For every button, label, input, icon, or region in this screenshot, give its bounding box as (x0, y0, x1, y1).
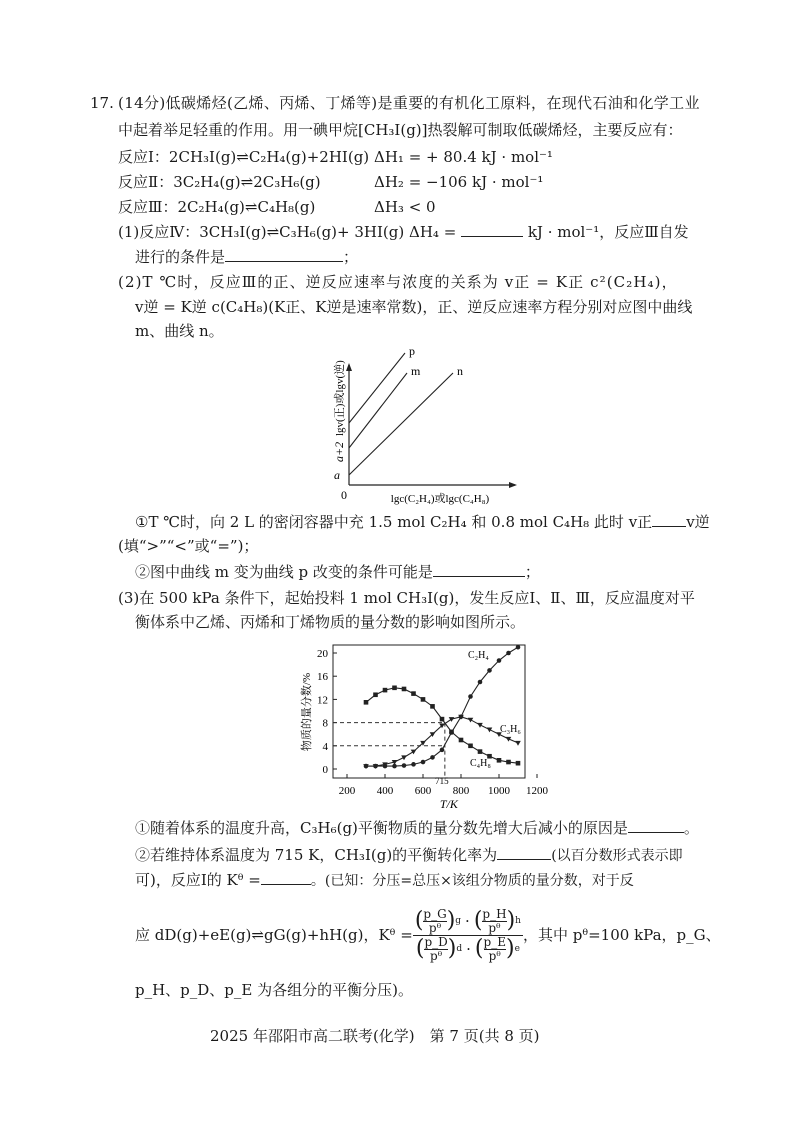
punct: 。 (683, 819, 699, 837)
part-3-line-1: (3)在 500 kPa 条件下，起始投料 1 mol CH₃I(g)，发生反应Ⅰ、Ⅱ、Ⅲ，反应温度对平 (118, 589, 695, 607)
x-tick-label: 800 (452, 785, 470, 797)
plot-frame (333, 645, 525, 778)
data-point-square (506, 760, 511, 765)
exp-d: d (456, 944, 463, 954)
page-footer: 2025 年邵阳市高二联考(化学) 第 7 页(共 8 页) (210, 1027, 540, 1045)
question-number: 17. (90, 94, 114, 112)
formula-pre: 应 dD(g)+eE(g)⇌gG(g)+hH(g)，Kᶿ = (135, 926, 413, 944)
formula-last-line: p_H、p_D、p_E 为各组分的平衡分压)。 (135, 981, 413, 999)
y-axis-label: lgv(正)或lgv(逆) (334, 360, 346, 436)
data-point-circle (402, 763, 407, 768)
p-theta: pᶿ (429, 948, 443, 963)
reaction-1: 反应Ⅰ：2CH₃I(g)⇌C₂H₄(g)+2HI(g) (118, 148, 370, 166)
y-tick-label: 20 (317, 648, 328, 660)
reaction-1-enthalpy: ΔH₁ = + 80.4 kJ · mol⁻¹ (374, 148, 553, 166)
x-tick-label: 600 (414, 785, 432, 797)
part-1-unit: kJ · mol⁻¹，反应Ⅲ自发 (527, 223, 689, 241)
data-point-triangle (411, 750, 417, 755)
part-3-q2-text: ②若维持体系温度为 715 K，CH₃I(g)的平衡转化率为 (135, 846, 498, 864)
annotation-715: 715 (435, 776, 449, 786)
curve-label-n: n (457, 364, 463, 378)
part-3-q1 (135, 818, 699, 838)
mole-fraction-chart (290, 640, 550, 815)
data-point-circle (430, 755, 435, 760)
data-point-square (373, 692, 378, 697)
part-3-q2-line-1 (135, 845, 683, 866)
reaction-3-enthalpy: ΔH₃ < 0 (374, 198, 436, 216)
punct: ； (343, 248, 359, 266)
answer-blank-condition[interactable] (225, 247, 343, 262)
part-1-line-1 (118, 222, 689, 242)
answer-blank-reason[interactable] (628, 818, 684, 833)
data-point-circle (487, 668, 492, 673)
part-3-line-2: 衡体系中乙烯、丙烯和丁烯物质的量分数的影响如图所示。 (135, 613, 526, 631)
y-axis-arrow (346, 363, 352, 371)
origin-label: 0 (341, 488, 347, 502)
reaction-2: 反应Ⅱ：3C₂H₄(g)⇌2C₃H₆(g) (118, 173, 321, 191)
data-point-circle (440, 748, 445, 753)
answer-blank-condition-change[interactable] (433, 562, 525, 577)
x-tick-label: 1200 (526, 785, 548, 797)
part-1-text: (1)反应Ⅳ：3CH₃I(g)⇌C₃H₆(g)+ 3HI(g) ΔH₄ = (118, 223, 457, 241)
k-formula-line (135, 895, 721, 975)
p-e: p_E (483, 934, 506, 949)
punct: ； (524, 563, 540, 581)
y-tick-a-plus-2: a+2 (332, 441, 346, 462)
part-1-condition-label: 进行的条件是 (135, 248, 226, 266)
y-axis-label: 物质的量分数/% (301, 672, 313, 752)
part-1-line-2 (135, 247, 358, 267)
exp-g: g (455, 916, 462, 926)
x-tick-label: 400 (376, 785, 394, 797)
answer-blank-dh4[interactable] (461, 222, 523, 237)
part-2-q1-text: ①T ℃时，向 2 L 的密闭容器中充 1.5 mol C₂H₄ 和 0.8 mol C₄H₈ 此时 v正 (135, 513, 653, 531)
data-point-square (392, 686, 397, 691)
data-point-square (440, 717, 445, 722)
data-point-triangle (468, 718, 474, 723)
part-3-q2-note: (以百分数形式表示即 (551, 848, 683, 864)
p-h: p_H (482, 906, 507, 921)
y-tick-label: 8 (322, 717, 328, 730)
part-2-q1-line-2: (填“>”“<”或“=”)； (118, 537, 259, 555)
data-point-square (402, 687, 407, 692)
data-point-square (364, 700, 369, 705)
exp-e: e (514, 944, 520, 954)
data-point-square (383, 688, 388, 693)
data-point-square (478, 749, 483, 754)
data-point-circle (411, 762, 416, 767)
p-theta: pᶿ (488, 948, 501, 963)
data-point-circle (506, 651, 511, 656)
data-point-square (516, 761, 521, 766)
data-point-square (459, 738, 464, 743)
part-3-q2-k-label: 可)，反应Ⅰ的 Kᶿ = (135, 871, 261, 889)
part-3-q2-line-2 (135, 870, 634, 891)
data-point-square (449, 730, 454, 735)
x-tick-label: 200 (338, 785, 356, 797)
y-tick-label: 0 (322, 764, 328, 776)
y-tick-label: 4 (322, 740, 328, 753)
p-theta: pᶿ (488, 920, 501, 935)
intro-line-1: (14分)低碳烯烃(乙烯、丙烯、丁烯等)是重要的有机化工原料，在现代石油和化学工业 (118, 94, 700, 112)
curve-n (349, 373, 453, 475)
x-axis-label: lgc(C₂H₄)或lgc(C₄H₈) (390, 493, 490, 505)
reaction-2-enthalpy: ΔH₂ = −106 kJ · mol⁻¹ (374, 173, 544, 191)
data-point-square (430, 704, 435, 709)
x-tick-label: 1000 (488, 785, 510, 797)
x-axis-arrow (509, 482, 517, 488)
part-2-q2 (135, 562, 540, 582)
answer-blank-k[interactable] (261, 870, 311, 885)
data-point-circle (497, 658, 502, 663)
dot: · (465, 912, 470, 930)
y-tick-a: a (334, 468, 340, 482)
x-axis-label: T/K (439, 797, 458, 811)
data-point-circle (468, 694, 473, 699)
p-theta: pᶿ (428, 920, 442, 935)
series-label-circle: C₂H₄ (468, 650, 489, 661)
y-tick-label: 16 (317, 671, 328, 684)
curve-label-m: m (411, 364, 421, 378)
y-tick-label: 12 (317, 694, 328, 707)
data-point-square (411, 691, 416, 696)
dot: · (466, 940, 471, 958)
part-2-line-1: (2)T ℃时，反应Ⅲ的正、逆反应速率与浓度的关系为 v正 = K正 c²(C₂H₄)， (118, 273, 678, 291)
part-2-line-2: v逆 = K逆 c(C₄H₈)(K正、K逆是速率常数)，正、逆反应速率方程分别对应图中曲线 (135, 298, 693, 316)
answer-blank-compare[interactable] (652, 512, 686, 527)
answer-blank-conversion[interactable] (497, 845, 551, 860)
curve-label-p: p (409, 344, 415, 358)
k-fraction: ( p_G pᶿ ) g · ( p_H pᶿ ) h ( p_D pᶿ ) d · ( p_E pᶿ ) e (414, 906, 521, 963)
curve-m (349, 373, 407, 448)
v-reverse: v逆 (686, 513, 710, 531)
data-point-square (497, 758, 502, 763)
series-label-square: C₄H₈ (470, 758, 491, 769)
data-point-square (421, 697, 426, 702)
data-point-circle (421, 760, 426, 765)
part-2-q1-line-1 (135, 512, 710, 532)
part-3-q1-text: ①随着体系的温度升高，C₃H₆(g)平衡物质的量分数先增大后减小的原因是 (135, 819, 628, 837)
intro-line-2: 中起着举足轻重的作用。用一碘甲烷[CH₃I(g)]热裂解可制取低碳烯烃，主要反应有： (118, 121, 683, 139)
series-label-triangle: C₃H₆ (500, 724, 521, 735)
p-g: p_G (423, 906, 447, 921)
exp-h: h (515, 916, 521, 926)
data-point-triangle (515, 741, 521, 746)
reaction-3: 反应Ⅲ：2C₂H₄(g)⇌C₄H₈(g) (118, 198, 316, 216)
data-point-square (468, 744, 473, 749)
rate-log-chart (320, 340, 550, 510)
p-d: p_D (424, 934, 448, 949)
part-2-q2-text: ②图中曲线 m 变为曲线 p 改变的条件可能是 (135, 563, 433, 581)
data-point-circle (516, 645, 521, 650)
data-point-circle (478, 680, 483, 685)
part-2-line-3: m、曲线 n。 (135, 322, 224, 340)
data-point-triangle (449, 717, 455, 722)
formula-post: ，其中 pᶿ=100 kPa，p_G、 (522, 926, 721, 944)
part-3-q2-known: 。(已知：分压=总压×该组分物质的量分数，对于反 (310, 873, 634, 889)
